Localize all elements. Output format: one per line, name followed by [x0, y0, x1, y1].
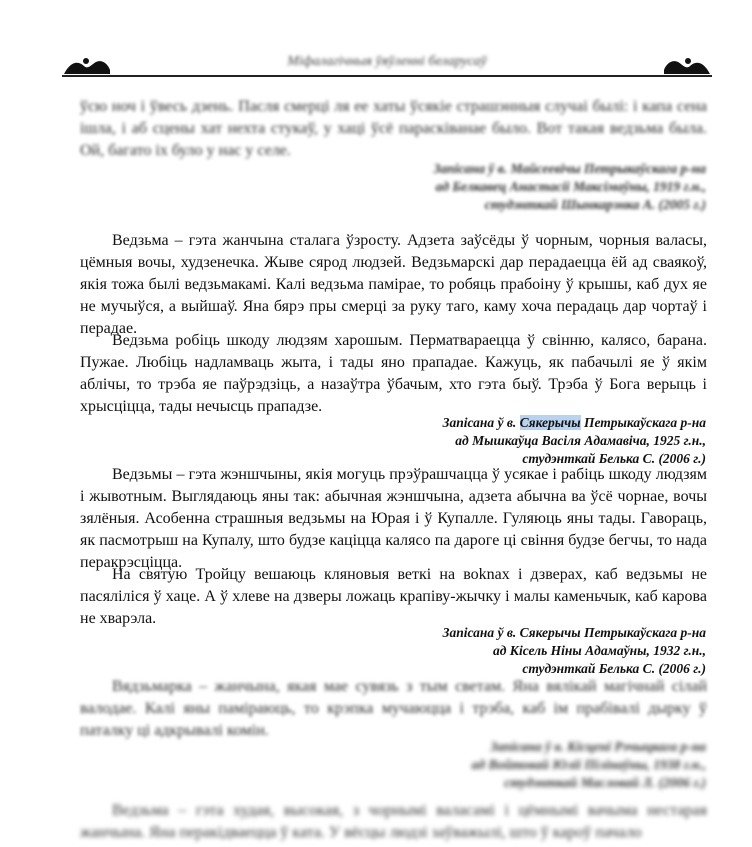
paragraph-vedzma-1: Ведзьма – гэта жанчына сталага ўзросту. Адзета заўсёды ў чорным, чорныя валасы, цёмныя вочы, худзенечка. Жыве сярод людзей. Ведзьмарскі дар перадаецца ёй ад сваякоў, якія тожа былі ведзьмакамі. Калі ведзьма паміраe, то робяць прабоіну ў крышы, каб дух яе не мучыўся, а выйшаў. Яна бярэ пры смерці за руку таго, каму хоча перадаць дар чортаў і перадае. [80, 232, 707, 337]
paragraph-vedzma-2: Ведзьма робіць шкоду людзям харошым. Перматвараецца ў свінню, калясо, барана. Пужае. Любіць надламваць жыта, і тады яно прападае. Кажуць, як пабачылі яе ў якім аблічы, то трэба яе паўрэдзіць, а назаўтра ўбачым, хто гэта быў. Трэба ў Бога верыць і хрысціцца, тады нечысць прападзе. [80, 332, 707, 415]
attribution-2: Запісана ў в. Сякерычы Петрыкаўскага р-на ад Мышкаўца Васіля Адамавіча, 1925 г.н., студэнткай Белька С. (2006 г.) [442, 415, 706, 466]
paragraph-blurred-bottom: Ведзьма – гэта худая, высокая, з чорнымі валасамі і цёмнымі вачыма нестарая жанчына. Яна перакідваецца ў ката. У вёсцы людзі заўважылі, што ў кароў пачало [80, 802, 707, 841]
paragraph-blurred-vyadzmarka: Вядзьмарка – жанчына, якая мае сувязь з тым светам. Яна вялікай магічнай сілай валодае. Калі яны паміраюць, то крэпка мучаюцца і трэба, каб ім прабівалі дырку ў паталку ці адкрывалі комін. [80, 678, 707, 739]
paragraph-blurred-top: ўсю ноч і ўвесь дзень. Пасля смерці ля ее хаты ўсякіе страшэнныя случаі былі: і капа сена ішла, і аб сцены хат нехта стукаў, у хаці ўсё парасківанае было. Вот такая ведзьма была. Ой, багато іх було у нас у селе. [80, 98, 707, 159]
page-header [62, 52, 712, 80]
attribution-3: Запісана ў в. Сякерычы Петрыкаўскага р-на ад Кісель Ніны Адамаўны, 1932 г.н., студэнткай Белька С. (2006 г.) [442, 625, 706, 676]
running-title: Міфалагічныя ўяўленні беларусаў [287, 54, 487, 69]
paragraph-vedzmy-1: Ведзьмы – гэта жэншчыны, якія могуць прэўрашчацца ў усякае і рабіць шкоду людзям і жывотным. Выглядаюць яны так: абычная жэншчына, адзета абычна ва ўсё чорнае, вочы зялёныя. Асобенна страшныя ведзьмы на Юрая і ў Купалле. Гуляюць яны тады. Гавораць, як пасмотрыш на Купалу, што будзе каціцца калясо па дарогe ці свіння будзе бегчы, то нада перакрэсціцца. [80, 466, 707, 571]
paragraph-vedzmy-2: На святую Тройцу вешаюць кляновыя веткі на воknах і дзверах, каб ведзьмы не пасяліліся ў хаце. А ў хлеве на дзверы ложаць крапіву-жычку і малы каменьчык, каб карова не хварэла. [80, 566, 707, 627]
attribution-blurred-4: Запісана ў в. Кісцені Рэчыцкага р-на ад Войтовай Юліі Пілінаўны, 1938 г.н., студэнткай Масловай Л. (2006 г.) [471, 739, 706, 790]
attribution-blurred-top: Запісана ў в. Майсеевічы Петрыкаўскага р-на ад Белкавец Анастасіі Максімаўны, 1919 г.н., студэнткай Шынкарэнка А. (2005 г.) [433, 161, 706, 212]
highlighted-word[interactable]: Сякерычы [519, 415, 581, 430]
header-rule [62, 75, 712, 77]
